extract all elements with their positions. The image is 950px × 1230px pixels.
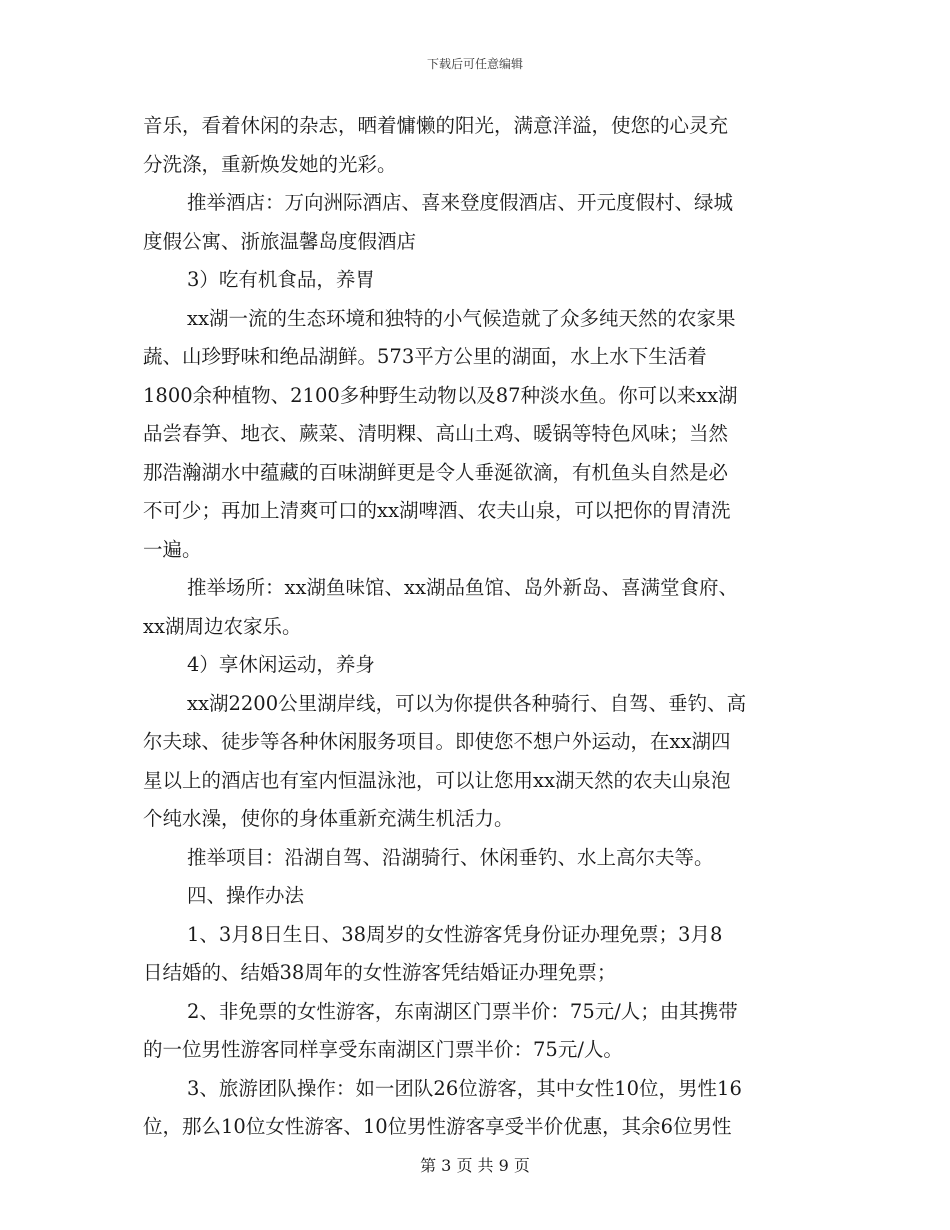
section-heading: 4）享休闲运动，养身 <box>187 653 375 676</box>
text-line: 推举酒店：万向洲际酒店、喜来登度假酒店、开元度假村、绿城 <box>187 191 734 214</box>
text-line: 尔夫球、徒步等各种休闲服务项目。即使您不想户外运动，在xx湖四 <box>143 730 731 753</box>
text-line: 品尝春笋、地衣、蕨菜、清明粿、高山土鸡、暖锅等特色风味；当然 <box>143 422 729 445</box>
page-footer-number: 第 3 页 共 9 页 <box>420 1156 530 1175</box>
text-line: 度假公寓、浙旅温馨岛度假酒店 <box>143 229 417 253</box>
text-line: xx湖2200公里湖岸线，可以为你提供各种骑行、自驾、垂钓、高 <box>187 691 747 715</box>
text-line: 推举项目：沿湖自驾、沿湖骑行、休闲垂钓、水上高尔夫等。 <box>187 845 714 869</box>
page-header-note: 下载后可任意编辑 <box>426 57 523 71</box>
text-line: 3、旅游团队操作：如一团队26位游客，其中女性10位，男性16 <box>187 1076 742 1100</box>
text-line: 星以上的酒店也有室内恒温泳池，可以让您用xx湖天然的农夫山泉泡 <box>143 768 731 792</box>
text-line: 不可少；再加上清爽可口的xx湖啤酒、农夫山泉，可以把你的胃清洗 <box>143 499 731 522</box>
text-line: xx湖一流的生态环境和独特的小气候造就了众多纯天然的农家果 <box>187 306 736 330</box>
text-line: 个纯水澡，使你的身体重新充满生机活力。 <box>143 807 514 830</box>
text-line: 1800余种植物、2100多种野生动物以及87种淡水鱼。你可以来xx湖 <box>143 383 738 407</box>
text-line: 的一位男性游客同样享受东南湖区门票半价：75元/人。 <box>143 1038 623 1061</box>
text-line: 1、3月8日生日、38周岁的女性游客凭身份证办理免票；3月8 <box>187 922 723 946</box>
text-line: 蔬、山珍野味和绝品湖鲜。573平方公里的湖面，水上水下生活着 <box>143 345 707 368</box>
document-body <box>143 107 813 1147</box>
section-heading: 3）吃有机食品，养胃 <box>187 268 375 291</box>
text-line: xx湖周边农家乐。 <box>143 614 302 638</box>
text-line: 日结婚的、结婚38周年的女性游客凭结婚证办理免票； <box>143 961 617 984</box>
text-line: 一遍。 <box>143 537 202 561</box>
text-line: 那浩瀚湖水中蕴藏的百味湖鲜更是令人垂涎欲滴，有机鱼头自然是必 <box>143 460 729 484</box>
text-line: 2、非免票的女性游客，东南湖区门票半价：75元/人；由其携带 <box>187 999 738 1023</box>
text-line: 音乐，看着休闲的杂志，晒着慵懒的阳光，满意洋溢，使您的心灵充 <box>143 114 729 137</box>
text-line: 分洗涤，重新焕发她的光彩。 <box>143 152 397 176</box>
text-line: 推举场所：xx湖鱼味馆、xx湖品鱼馆、岛外新岛、喜满堂食府、 <box>187 576 738 599</box>
text-line: 位，那么10位女性游客、10位男性游客享受半价优惠，其余6位男性 <box>143 1115 732 1138</box>
section-heading: 四、操作办法 <box>187 884 305 907</box>
